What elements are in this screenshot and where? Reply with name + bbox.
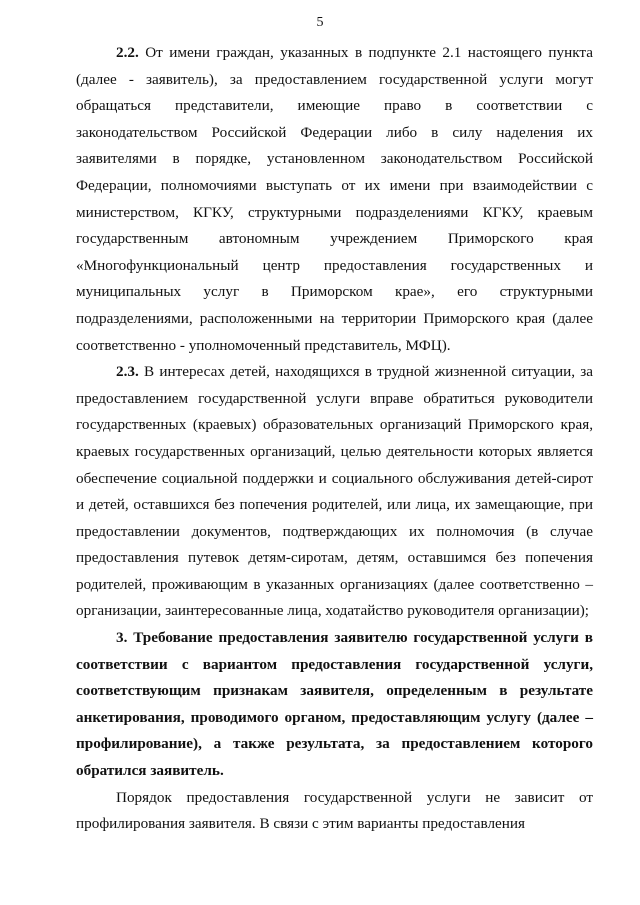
- section-3-heading: 3. Требование предоставления заявителю государственной услуги в соответствии с вариантом предоставления государственной услуги, соответствующим признакам заявителя, определенным в результате анкетирования, проводимого органом, предоставляющим услугу (далее – профилирование), а также результата, за предоставлением которого обратился заявитель.: [76, 629, 593, 780]
- paragraph-number: 2.2.: [116, 44, 139, 61]
- page-number: 5: [316, 15, 324, 30]
- document-body: [76, 40, 593, 838]
- paragraph-number: 2.3.: [116, 363, 139, 381]
- paragraph-3-body: Порядок предоставления государственной услуги не зависит от профилирования заявителя. В связи с этим варианты предоставления: [76, 788, 593, 833]
- paragraph-text: В интересах детей, находящихся в трудной жизненной ситуации, за предоставлением государственной услуги вправе обратиться руководители государственных (краевых) образовательных организаций Приморского края, краевых государственных организаций, целью деятельности которых является обеспечение социальной поддержки и социального обслуживания детей-сирот и детей, оставшихся без попечения родителей, или лица, их замещающие, при предоставлении документов, подтверждающих их полномочия (в случае предоставления путевок детям-сиротам, детям, оставшимся без попечения родителей, проживающим в указанных организациях (далее соответственно – организации, заинтересованные лица, ходатайство руководителя организации);: [76, 363, 593, 620]
- paragraph-2-2: [76, 40, 593, 359]
- paragraph-text: От имени граждан, указанных в подпункте 2.1 настоящего пункта (далее - заявитель), за предоставлением государственной услуги могут обращаться представители, имеющие право в соответствии с законодательством Российской Федерации либо в силу наделения их заявителями в порядке, установленном законодательством Российской Федерации, полномочиями выступать от их имени при взаимодействии с министерством, КГКУ, структурными подразделениями КГКУ, краевым государственным автономным учреждением Приморского края «Многофункциональный центр предоставления государственных и муниципальных услуг в Приморском крае», его структурными подразделениями, расположенными на территории Приморского края (далее соответственно - уполномоченный представитель, МФЦ).: [76, 44, 593, 354]
- paragraph-2-3: [76, 359, 593, 625]
